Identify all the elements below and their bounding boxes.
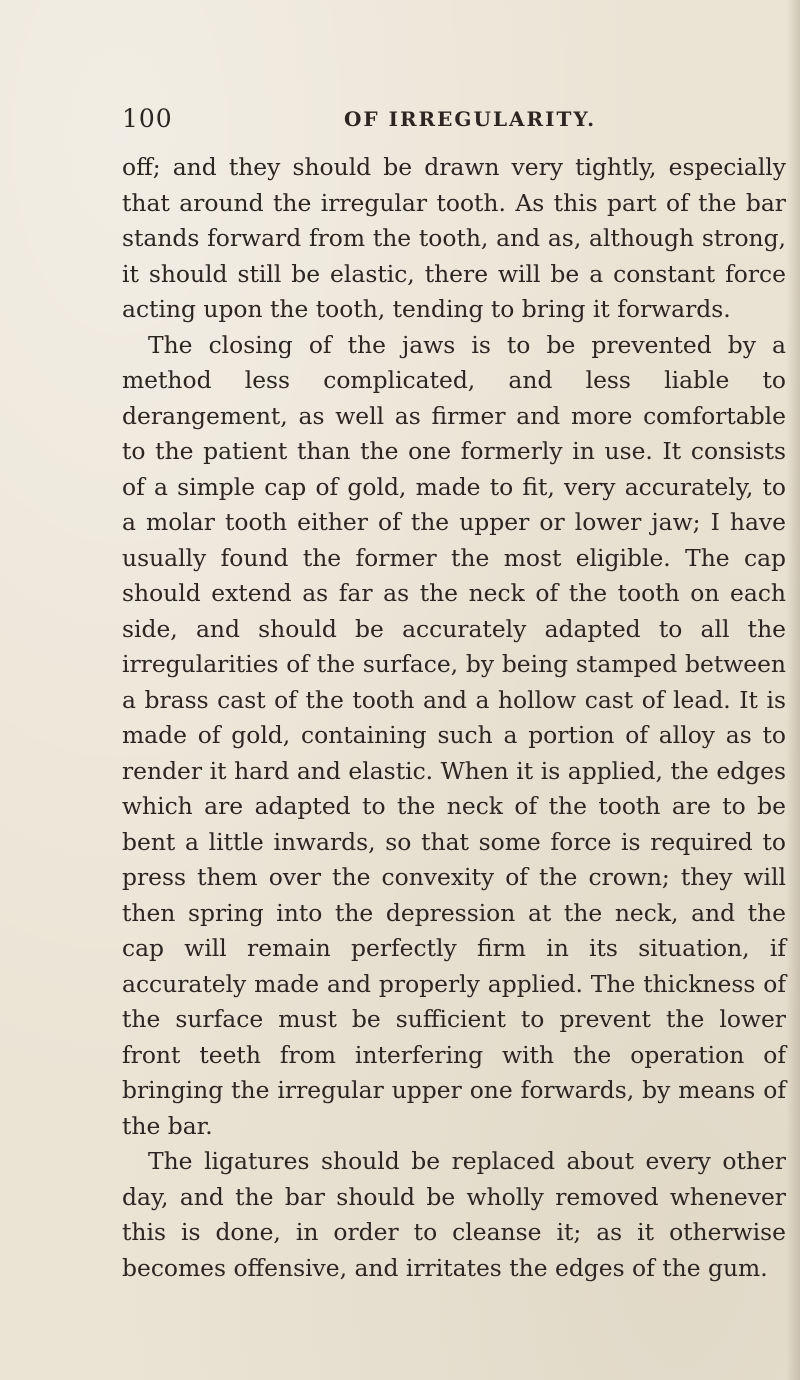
paragraph-continuation: off; and they should be drawn very tightly, especially that around the irregular tooth. As this part of the bar stands forward from the tooth, and as, although strong, it should still be elastic, there will be a constant force acting upon the tooth, tending to bring it forwards. <box>122 153 786 323</box>
page-edge-shadow <box>786 0 800 1380</box>
page-number: 100 <box>122 104 173 133</box>
paragraph-cap-method: The closing of the jaws is to be prevented by a method less complicated, and less liable to derangement, as well as firmer and more comfortable to the patient than the one formerly in use. It consists of a simple cap of gold, made to fit, very accurately, to a molar tooth either of the upper or lower jaw; I have usually found the former the most eligible. The cap should extend as far as the neck of the tooth on each side, and should be accurately adapted to all the irregularities of the surface, by being stamped between a brass cast of the tooth and a hollow cast of lead. It is made of gold, containing such a portion of alloy as to render it hard and elastic. When it is applied, the edges which are adapted to the neck of the tooth are to be bent a little inwards, so that some force is required to press them over the convexity of the crown; they will then spring into the depression at the neck, and the cap will remain perfectly firm in its situation, if accurately made and properly applied. The thickness of the surface must be sufficient to prevent the lower front teeth from interfering with the operation of bringing the irregular upper one forwards, by means of the bar. <box>122 330 786 1140</box>
running-title: OF IRREGULARITY. <box>344 107 597 131</box>
body-text <box>122 150 786 1286</box>
running-head <box>122 104 770 138</box>
paragraph-ligatures: The ligatures should be replaced about every other day, and the bar should be wholly removed whenever this is done, in order to cleanse it; as it otherwise becomes offensive, and irritates the edges of the gum. <box>122 1147 786 1282</box>
